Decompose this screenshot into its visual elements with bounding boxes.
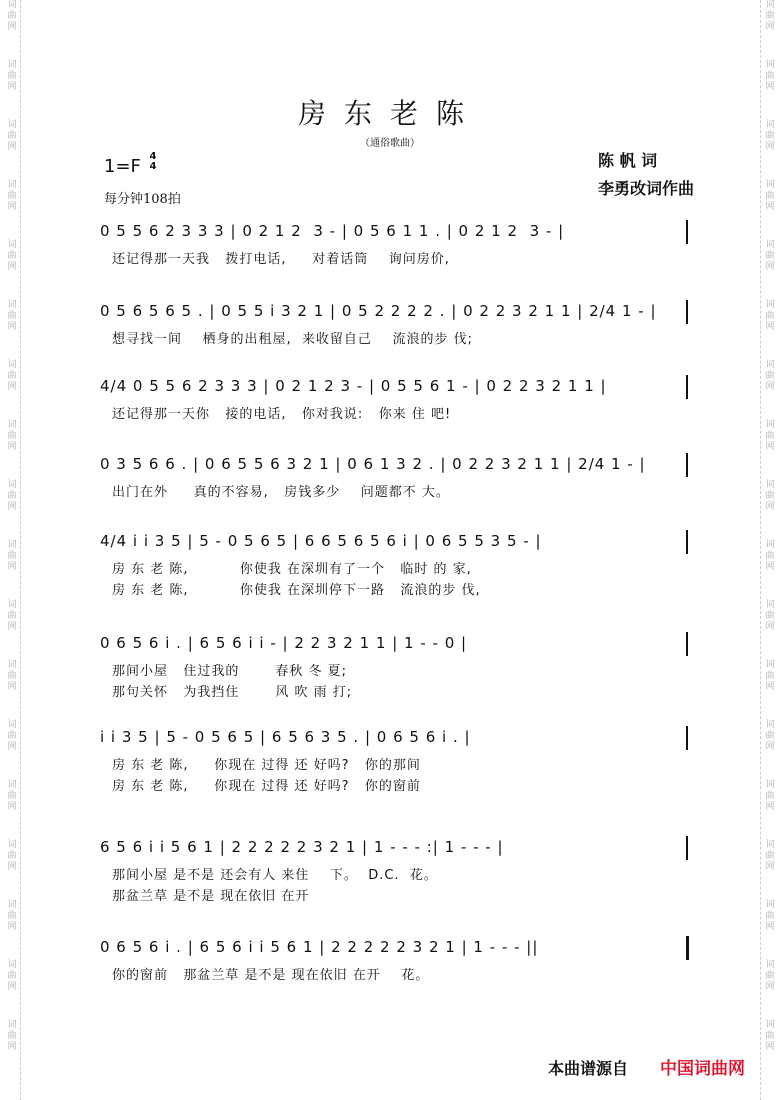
tempo-marking: 每分钟108拍 (104, 192, 181, 207)
watermark-text: 词曲网 (765, 0, 775, 32)
barline (686, 936, 689, 960)
watermark-text: 词曲网 (765, 1020, 775, 1052)
watermark-text: 词曲网 (765, 360, 775, 392)
watermark-text: 词曲网 (7, 600, 17, 632)
watermark-text: 词曲网 (765, 960, 775, 992)
watermark-text: 词曲网 (765, 720, 775, 752)
watermark-text: 词曲网 (7, 60, 17, 92)
lyric-line: 出门在外 真的不容易, 房钱多少 问题都不 大。 (112, 485, 450, 500)
barline (686, 632, 688, 656)
watermark-text: 词曲网 (7, 960, 17, 992)
barline (686, 453, 688, 477)
notation-line: i i 3 5 | 5 - 0 5 6 5 | 6 5 6 3 5 . | 0 6 5 6 i . | (100, 728, 471, 746)
barline (686, 726, 688, 750)
key-signature: 1=F (104, 156, 141, 177)
watermark-text: 词曲网 (7, 900, 17, 932)
watermark-text: 词曲网 (765, 480, 775, 512)
lyric-line: 想寻找一间 栖身的出租屋, 来收留自己 流浪的步 伐; (112, 332, 473, 347)
watermark-text: 词曲网 (765, 420, 775, 452)
site-name-link[interactable]: 中国词曲网 (660, 1059, 745, 1079)
watermark-text: 词曲网 (765, 240, 775, 272)
watermark-text: 词曲网 (7, 540, 17, 572)
lyric-line: 还记得那一天我 拨打电话, 对着话筒 询问房价, (112, 252, 450, 267)
notation-line: 6 5 6 i i 5 6 1 | 2 2 2 2 2 3 2 1 | 1 - - - :| 1 - - - | (100, 838, 504, 856)
watermark-text: 词曲网 (7, 1020, 17, 1052)
song-genre: （通俗歌曲） (360, 138, 420, 149)
watermark-text: 词曲网 (7, 420, 17, 452)
lyric-line: 房 东 老 陈, 你使我 在深圳停下一路 流浪的步 伐, (112, 583, 481, 598)
lyric-line: 房 东 老 陈, 你现在 过得 还 好吗? 你的那间 (112, 758, 421, 773)
watermark-text: 词曲网 (7, 840, 17, 872)
watermark-text: 词曲网 (765, 120, 775, 152)
watermark-text: 词曲网 (7, 180, 17, 212)
watermark-text: 词曲网 (7, 480, 17, 512)
watermark-text: 词曲网 (765, 840, 775, 872)
notation-line: 4/4 0 5 5 6 2 3 3 3 | 0 2 1 2 3 - | 0 5 5 6 1 - | 0 2 2 3 2 1 1 | (100, 377, 607, 395)
barline (686, 375, 688, 399)
time-signature: 4 4 (149, 151, 157, 172)
watermark-text: 词曲网 (765, 60, 775, 92)
notation-line: 0 3 5 6 6 . | 0 6 5 5 6 3 2 1 | 0 6 1 3 2 . | 0 2 2 3 2 1 1 | 2/4 1 - | (100, 455, 646, 473)
composer-credit: 李勇改词作曲 (598, 179, 695, 198)
barline (686, 220, 688, 244)
watermark-text: 词曲网 (765, 180, 775, 212)
watermark-text: 词曲网 (7, 660, 17, 692)
watermark-text: 词曲网 (7, 240, 17, 272)
barline (686, 836, 688, 860)
watermark-text: 词曲网 (7, 300, 17, 332)
source-label: 本曲谱源自 (548, 1059, 629, 1078)
watermark-text: 词曲网 (7, 780, 17, 812)
lyric-line: 房 东 老 陈, 你使我 在深圳有了一个 临时 的 家, (112, 562, 472, 577)
watermark-text: 词曲网 (765, 900, 775, 932)
barline (686, 300, 688, 324)
notation-line: 0 6 5 6 i . | 6 5 6 i i 5 6 1 | 2 2 2 2 2 3 2 1 | 1 - - - || (100, 938, 539, 956)
barline (686, 530, 688, 554)
watermark-text: 词曲网 (765, 660, 775, 692)
watermark-text: 词曲网 (765, 540, 775, 572)
watermark-text: 词曲网 (765, 300, 775, 332)
lyric-line: 那盆兰草 是不是 现在依旧 在开 (112, 889, 310, 904)
watermark-text: 词曲网 (765, 600, 775, 632)
watermark-text: 词曲网 (765, 780, 775, 812)
song-title: 房东老陈 (297, 97, 482, 130)
watermark-text: 词曲网 (7, 360, 17, 392)
watermark-text: 词曲网 (7, 120, 17, 152)
watermark-text: 词曲网 (7, 0, 17, 32)
lyric-line: 那间小屋 住过我的 春秋 冬 夏; (112, 664, 347, 679)
lyric-line: 那句关怀 为我挡住 风 吹 雨 打; (112, 685, 353, 700)
watermark-text: 词曲网 (7, 720, 17, 752)
lyric-line: 房 东 老 陈, 你现在 过得 还 好吗? 你的窗前 (112, 779, 421, 794)
notation-line: 0 6 5 6 i . | 6 5 6 i i - | 2 2 3 2 1 1 | 1 - - 0 | (100, 634, 468, 652)
notation-line: 4/4 i i 3 5 | 5 - 0 5 6 5 | 6 6 5 6 5 6 i | 0 6 5 5 3 5 - | (100, 532, 542, 550)
lyricist-credit: 陈 帆 词 (598, 151, 658, 170)
lyric-line: 还记得那一天你 接的电话, 你对我说: 你来 住 吧! (112, 407, 452, 422)
lyric-line: 你的窗前 那盆兰草 是不是 现在依旧 在开 花。 (112, 968, 430, 983)
lyric-line: 那间小屋 是不是 还会有人 来住 下。 D.C. 花。 (112, 868, 438, 883)
notation-line: 0 5 5 6 2 3 3 3 | 0 2 1 2 3 - | 0 5 6 1 1 . | 0 2 1 2 3 - | (100, 222, 565, 240)
notation-line: 0 5 6 5 6 5 . | 0 5 5 i 3 2 1 | 0 5 2 2 2 2 . | 0 2 2 3 2 1 1 | 2/4 1 - | (100, 302, 657, 320)
